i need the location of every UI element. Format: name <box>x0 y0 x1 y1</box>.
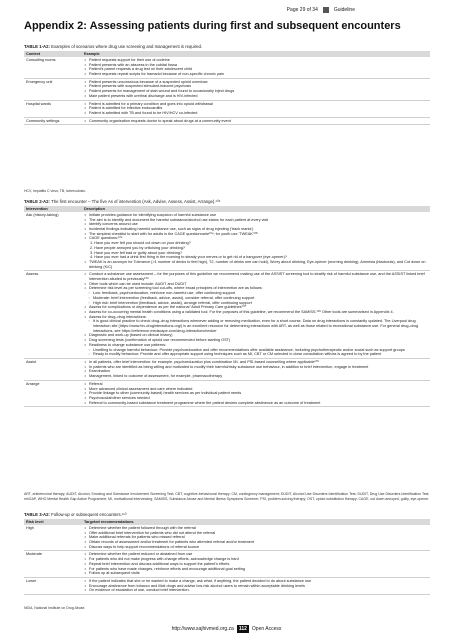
list-item: • Patient is admitted with TB and found to be HIV/HCV co-infected <box>84 111 428 116</box>
list-item: • For patients who did not make progress with change efforts, acknowledge change is hard <box>84 557 428 562</box>
ask-list <box>84 213 428 241</box>
row-label: Arrange <box>24 380 82 407</box>
row-label: Consulting rooms <box>24 57 82 78</box>
table3-header-recommendations: Targeted recommendations <box>82 519 430 525</box>
list-item: • Obtain records of assessment and/or treatment for patients who attended referral and/or treatment <box>84 540 428 545</box>
list-item: • Encourage abstinence from tobacco and illicit drugs and advise low-risk alcohol users to remain within acceptable drinking levels <box>84 584 428 589</box>
list-item: • Other tools which can be used include: AUDIT and DUDIT <box>84 282 428 287</box>
list-item: • Patient requests repeat scripts for tramadol because of non-specific chronic pain <box>84 72 428 77</box>
cage-question: 2. Have people annoyed you by criticising your drinking? <box>90 245 185 250</box>
list-item: ◦ It is good clinical practice to check drug–drug interactions whenever adding or removing medication, even for a short course. Data on drug interactions is constantly updated. The Liverpool drug interaction site (https://www.hiv-druginteractions.org/) is an excellent resource for determining interactions with ART, as well as those related to recreational substance use. For general drug–drug interactions, see https://reference.medscape.com/drug-interactionchecker <box>88 319 428 333</box>
table2-row-assess <box>24 271 430 359</box>
table-row <box>24 117 430 125</box>
list-item: • Patient's parent requests a drug test on their adolescent child <box>84 67 428 72</box>
row-label: Hospital wards <box>24 100 82 117</box>
assess-list-2 <box>84 305 428 319</box>
table2-header-description: Description <box>82 206 430 212</box>
list-item: • Patient is admitted for infective endocarditis <box>84 106 428 111</box>
table2 <box>24 206 430 407</box>
list-item: • Community organisation requests doctor to speak about drugs at a community event <box>84 119 428 124</box>
cage-question: 3. Have you ever felt bad or guilty about your drinking? <box>90 250 183 255</box>
cage-question: 1. Have you ever felt you should cut down on your drinking? <box>90 241 191 246</box>
readiness-list <box>88 348 428 357</box>
row-label: Emergency unit <box>24 78 82 100</box>
list-item: ◦ Ready to modify behaviour: Provide and offer appropriate support using techniques such as MI, CBT or CM selected in close consultation with/as is agreed to by the patient <box>88 352 428 357</box>
list-item: • Psychosocial/other services needed <box>84 396 428 401</box>
list-item: • Referral <box>84 382 428 387</box>
page-title: Appendix 2: Assessing patients during first and subsequent encounters <box>24 20 401 32</box>
list-item: • Identify concerns around use <box>84 222 428 227</box>
list-item: • Drug screening tests (confirmation of opioid use recommended before starting OST) <box>84 338 428 343</box>
list-item: • For patients who have made changes, reinforce efforts and encourage additional goal setting <box>84 567 428 572</box>
row-label: Assess <box>24 271 82 359</box>
table3 <box>24 519 430 595</box>
header-separator <box>323 7 329 13</box>
table1-caption: TABLE 1-A2: Examples of scenarios where drug use screening and management is required. <box>24 44 203 49</box>
list-item: • Initiate provides guidance for identifying suspicion of harmful substance use <box>84 213 428 218</box>
header-label: Guideline <box>333 7 355 13</box>
list-item: • In all patients, offer brief intervention: for example, psychoeducation plus combination MI- and PSI-based counselling where applicable¹⁰⁹ <box>84 360 428 365</box>
list-item: • Patient presents for management of stab wound and found to occasionally inject drugs <box>84 89 428 94</box>
table2-header-intervention: Intervention <box>24 206 82 212</box>
row-label: High <box>24 525 82 551</box>
list-item: • Conduct a substance use assessment – for the purposes of this guideline we recommend making use of the ASSIST screening tool to stratify risk of harmful substance use, and the ASSIST linked brief intervention alluded to previously¹⁰⁶ <box>84 272 428 281</box>
list-item: • Offer additional brief intervention for patients who did not attend the referral <box>84 531 428 536</box>
row-label: Moderate <box>24 551 82 578</box>
list-item: • Male patient presents with urethral discharge and is HIV-infected <box>84 94 428 99</box>
list-item: • Determine whether the patient reduced or abstained from use <box>84 552 428 557</box>
list-item: • CAGE questions:¹⁰⁴ <box>84 236 428 241</box>
table-row <box>24 551 430 578</box>
cage-question: 4. Have you ever had a drink first thing in the morning to steady your nerves or to get rid of a hangover (eye-opener)? <box>90 255 287 260</box>
list-item: • Repeat brief intervention and discuss additional ways to support the patient's efforts <box>84 562 428 567</box>
list-item: • Incidental findings indicating harmful substance use, such as signs of drug injecting ('track marks') <box>84 227 428 232</box>
table3-caption: TABLE 3-A2: Follow-up or subsequent encounters.¹¹⁰ <box>24 512 127 517</box>
list-item: • Assess for drug–drug interactions: <box>84 315 428 320</box>
page-info: Page 29 of 34 <box>286 7 318 13</box>
list-item: • The aim is to identify and document the harmful substance/alcohol use status for each patient at every visit <box>84 218 428 223</box>
list-item: • Readiness to change substance use patterns: <box>84 343 428 348</box>
table-row <box>24 577 430 594</box>
table2-row-assist <box>24 358 430 380</box>
list-item: • Determine risk level as per screening tool cut-offs, where broad principles of intervention are as follows: <box>84 286 428 291</box>
table2-row-arrange <box>24 380 430 407</box>
list-item: • Patient requests support for their use of codeine <box>84 58 428 63</box>
table-row <box>24 525 430 551</box>
table-row <box>24 100 430 117</box>
risk-list <box>88 291 428 305</box>
list-item: • Discuss ways to help support recommendations of referral source <box>84 545 428 550</box>
open-access-label: Open Access <box>251 626 282 632</box>
list-item: • More advanced clinical assessment and care where indicated <box>84 387 428 392</box>
list-item: ◦ Unwilling to change harmful behaviour: Provide psychoeducation and offer recommendations offer available assistance, including psychotherapeutic and/or social such as support groups <box>88 348 428 353</box>
table3-header-risk: Risk level <box>24 519 82 525</box>
list-item: • Patient presents with an abscess in the cubital fossa <box>84 63 428 68</box>
assess-list-3 <box>84 333 428 347</box>
list-item: • Referral to community-based substance treatment programme where the patient desires complete abstinence as an outcome of treatment <box>84 401 428 406</box>
list-item: • Patient presents with suspected stimulant-induced psychosis <box>84 84 428 89</box>
table1-header-example: Example <box>82 51 430 57</box>
list-item: • In patients who are identified as being willing and motivated to modify their harmful/risky substance use behaviour, in addition to brief intervention, engage in treatment <box>84 365 428 370</box>
page-footer <box>0 623 453 635</box>
list-item: • Management, linked to outcome of assessment, for example, pharmacotherapy <box>84 374 428 379</box>
row-label: Ask (history-taking) <box>24 212 82 271</box>
list-item: • TWEAK is an acronym for Tolerance (>1 number of drinks to feel high), T2, number of drinks one can hold), Worry about drinking, Eye-opener (morning drinking), Amnesia (blackouts), and Cut down on drinking (K/C) <box>84 260 428 269</box>
list-item: • Patient presents unconscious because of a suspected opioid overdose <box>84 80 428 85</box>
table2-footnote: ART, antiretroviral therapy; AUDIT, Alcohol, Smoking and Substance Involvement Screening Test; CBT, cognitive-behavioural therapy; CM, contingency management; DUDIT, Alcohol Use Disorders Identification Test; DUDIT, Drug Use Disorders Identification Test; mhGAP, WHO Mental Health Gap Action Programme; MI, motivational interviewing; SAMISS, Substance Abuse and Mental Illness Symptoms Screener; PSI, problem-solving therapy; OST, opioid substitution therapy; CAGE, cut down annoyed, guilty, eye-opener. <box>24 492 430 501</box>
list-item: • Follow up at subsequent visits <box>84 571 428 576</box>
table-row <box>24 57 430 78</box>
table1-header-context: Context <box>24 51 82 57</box>
list-item: ◦ Moderate: brief intervention (feedback, advice, assist), consider referral, offer continuing support <box>88 296 428 301</box>
row-label: Community settings <box>24 117 82 125</box>
table1-footnote: HCV, hepatitis C virus; TB, tuberculosis. <box>24 189 86 193</box>
table3-footnote: NIDA, National Institute on Drug Abuse. <box>24 606 86 610</box>
table2-caption: TABLE 2-A2: The first encounter – The five As of intervention (Ask, Advise, Assess, Assist, Arrange).¹⁰³ <box>24 199 221 204</box>
list-item: ◦ High risk: brief intervention (feedback, advice, assist), arrange referral, offer continuing support <box>88 301 428 306</box>
cage-questions <box>84 241 428 260</box>
row-label: Lower <box>24 577 82 594</box>
list-item: • Examination <box>84 369 428 374</box>
list-item: • Diagnostic and work-up (based on clinical history) <box>84 333 428 338</box>
assess-list <box>84 272 428 291</box>
list-item: • On evidence of escalation of use, conduct brief intervention. <box>84 588 428 593</box>
list-item: • The simplest checklist to start with for adults is the CAGE questionnaire¹⁰⁴; for youth use 'TWEAK'¹⁰⁵ <box>84 232 428 237</box>
list-item: • Provide linkage to other (community-based) health services as per individual patient needs <box>84 391 428 396</box>
page-number: 112 <box>238 626 247 632</box>
list-item: • Make additional referrals for patients who missed referral <box>84 535 428 540</box>
page-header <box>287 7 355 13</box>
list-item: • Patient is admitted for a primary condition and goes into opioid withdrawal <box>84 102 428 107</box>
assist-list <box>84 360 428 379</box>
journal-link[interactable]: http://www.sajhivmed.org.za <box>171 626 234 632</box>
list-item: • If the patient indicates that she or he wanted to make a change, ask what, if anything, the patient decided to do about substance use <box>84 579 428 584</box>
list-item: • Assess for complications or dependence as per the national 'Adult Primary Care guidelines'¹⁰⁷ <box>84 305 428 310</box>
table-row <box>24 78 430 100</box>
table2-row-ask <box>24 212 430 271</box>
row-label: Assist <box>24 358 82 380</box>
list-item: • Assess for co-occurring mental health conditions using a validated tool. For the purposes of this guideline, we recommend the SAMISS.¹⁰⁸ Other tools are summarised in Appendix 4. <box>84 310 428 315</box>
table1 <box>24 51 430 125</box>
list-item: • Determine whether the patient followed through with the referral <box>84 526 428 531</box>
list-item: ◦ Low: feedback, psychoeducation, reinforce non-harmful use, offer continuing support <box>88 291 428 296</box>
arrange-list <box>84 382 428 406</box>
